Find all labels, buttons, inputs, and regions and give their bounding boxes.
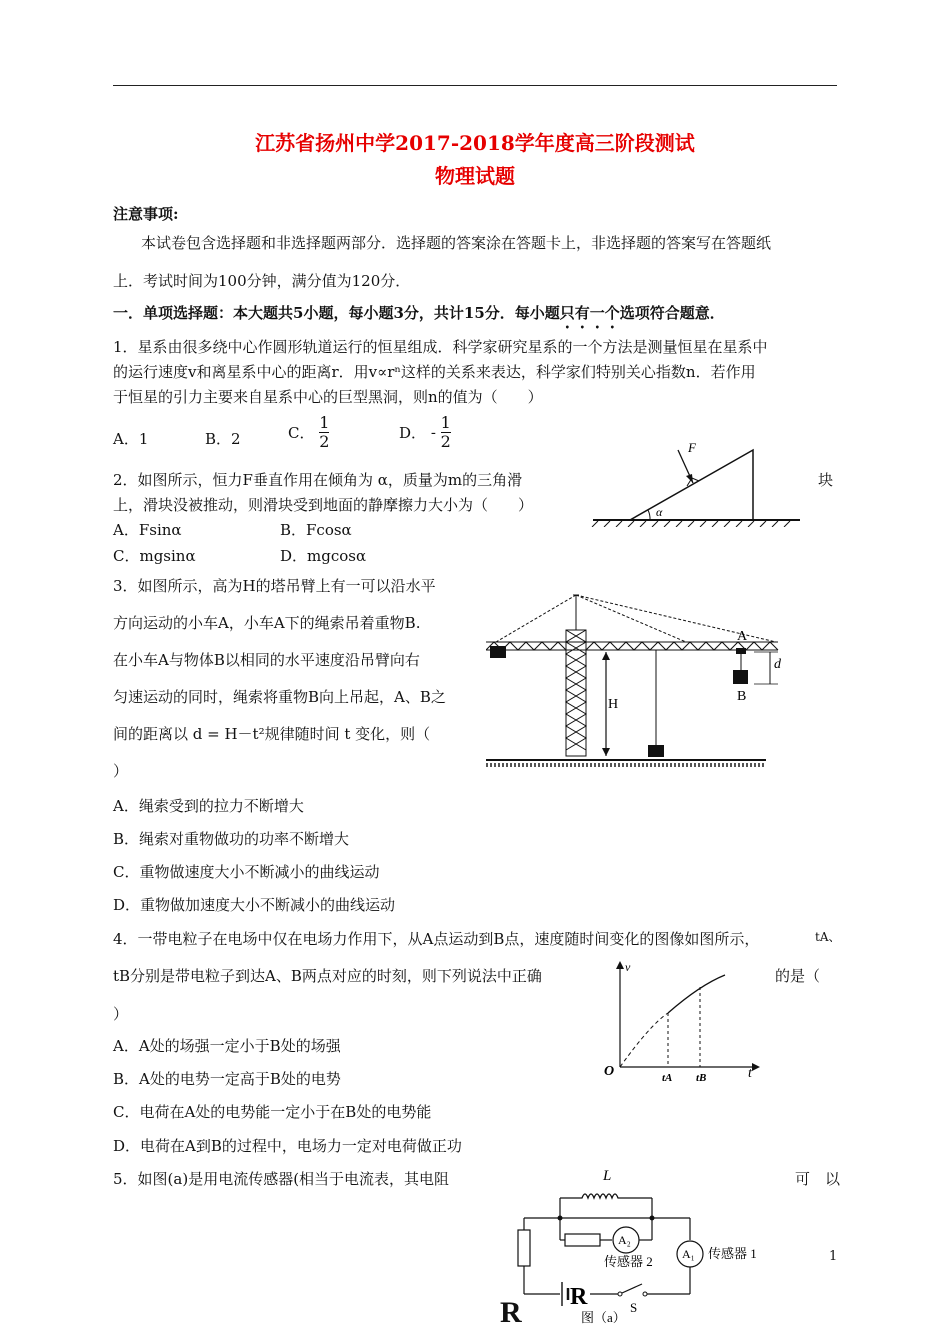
resistor-branch [565,1234,600,1246]
q4-line-1-end: tA、 [815,930,841,944]
q1-option-d-sign: - [430,423,436,442]
section-heading-emphasis: 只有一个 [559,304,620,322]
q3-option-d: D．重物做加速度大小不断减小的曲线运动 [113,896,396,914]
fraction-denominator: 2 [440,432,451,451]
q5-line-1-end: 可 以 [795,1170,841,1188]
inductor [560,1194,652,1198]
t-label: t [748,1066,752,1081]
switch-blade [622,1284,642,1293]
q1-option-c-label: C． [288,424,315,442]
sensor-1-label: 传感器 1 [708,1246,757,1261]
counterweight [490,646,506,658]
origin-label: O [604,1064,615,1079]
exam-title: 江苏省扬州中学2017-2018学年度高三阶段测试 [255,131,695,155]
switch-contact [643,1292,647,1296]
page-number: 1 [829,1249,838,1264]
ammeter-a2-label: A₂ [618,1233,631,1247]
v-label: v [625,960,631,974]
height-label: H [608,697,619,712]
weight-label: B [737,689,747,704]
q1-option-d [399,414,451,451]
q3-crane-figure [486,590,786,770]
ground-load [648,745,664,757]
q1-line-3: 于恒星的引力主要来自星系中心的巨型黑洞，则n的值为（ ） [113,388,543,406]
resistor-r [518,1230,530,1266]
q3-line-2: 方向运动的小车A，小车A下的绳索吊着重物B. [113,614,421,632]
q3-line-1: 3．如图所示，高为H的塔吊臂上有一可以沿水平 [113,577,436,595]
crane-tower [566,595,586,756]
distance-label: d [774,657,781,672]
q2-line-1: 2．如图所示，恒力F垂直作用在倾角为 α，质量为m的三角滑 [113,471,523,489]
force-label: F [688,440,696,455]
v-axis-arrow [616,961,624,969]
q3-line-5: 间的距离以 d = H－t²规律随时间 t 变化，则（ [113,725,431,743]
angle-label: α [656,505,663,519]
fraction-denominator: 2 [319,432,330,451]
q3-option-b: B．绳索对重物做功的功率不断增大 [113,830,350,848]
notice-heading: 注意事项: [113,205,179,223]
fraction-numerator: 1 [440,413,451,432]
crane-jib [486,595,778,650]
q1-option-a: A．1 [113,430,149,448]
q4-option-c: C．电荷在A处的电势能一定小于在B处的电势能 [113,1103,432,1121]
tb-label: tB [696,1072,707,1083]
q2-option-a: A．Fsinα [113,521,182,539]
q4-option-d: D．电荷在A到B的过程中，电场力一定对电荷做正功 [113,1137,462,1155]
height-arrowhead-bottom [602,748,610,756]
q1-option-c-fraction [319,414,329,451]
fraction-numerator: 1 [319,413,330,432]
q2-option-c: C．mgsinα [113,547,196,565]
triangle-block [630,450,753,520]
q2-option-d: D．mgcosα [280,547,367,565]
q1-option-b: B．2 [205,430,241,448]
q4-line-3: ） [113,1005,129,1023]
trolley-a [736,648,746,654]
q3-line-6: ） [113,762,129,780]
q1-option-d-label: D． [399,424,427,442]
height-arrowhead-top [602,652,610,660]
ground-hatch [592,521,790,527]
q4-option-b: B．A处的电势一定高于B处的电势 [113,1070,341,1088]
exam-subtitle: 物理试题 [435,164,515,188]
q4-line-1: 4．一带电粒子在电场中仅在电场力作用下，从A点运动到B点，速度随时间变化的图像如图所示， [113,930,760,948]
figure-caption: 图（a） [581,1310,626,1325]
ta-label: tA [662,1072,673,1083]
q4-line-2-end: 的是（ [775,967,821,985]
section-heading [113,302,725,332]
header-rule [113,85,837,86]
stray-r-glyph: R [500,1296,522,1329]
q5-line-1: 5．如图(a)是用电流传感器(相当于电流表，其电阻 [113,1170,450,1188]
trolley-label: A [737,629,748,644]
q3-line-4: 匀速运动的同时，绳索将重物B向上吊起，A、B之 [113,688,446,706]
notice-line-1: 本试卷包含选择题和非选择题两部分．选择题的答案涂在答题卡上，非选择题的答案写在答题纸 [141,234,772,252]
q1-line-1: 1．星系由很多绕中心作圆形轨道运行的恒星组成．科学家研究星系的一个方法是测量恒星在星系中 [113,338,768,356]
q3-option-c: C．重物做速度大小不断减小的曲线运动 [113,863,380,881]
q3-line-3: 在小车A与物体B以相同的水平速度沿吊臂向右 [113,651,420,669]
q5-circuit-figure [500,1160,800,1344]
q2-option-b: B．Fcosα [280,521,352,539]
switch-contact [618,1292,622,1296]
sensor-2-label: 传感器 2 [604,1254,653,1269]
t-axis-arrow [752,1063,760,1071]
q1-line-2: 的运行速度v和离星系中心的距离r．用v∝rⁿ这样的关系来表达，科学家们特别关心指数n．若作用 [113,363,756,381]
switch-label: S [630,1300,638,1315]
weight-b [733,670,748,684]
resistor-r-label: R [570,1284,588,1310]
q1-option-c [288,414,329,451]
curve-solid [668,975,725,1013]
q3-option-a: A．绳索受到的拉力不断增大 [113,797,304,815]
q4-vt-graph [600,955,765,1083]
section-heading-pre: 一．单项选择题：本大题共5小题，每小题3分，共计15分．每小题 [113,304,560,322]
inductor-label: L [603,1168,612,1184]
angle-arc [648,510,650,520]
ammeter-a1-label: A₁ [682,1247,695,1261]
q4-line-2: tB分别是带电粒子到达A、B两点对应的时刻，则下列说法中正确 [113,967,542,985]
q2-line-1-end: 块 [818,471,834,489]
q1-option-d-fraction [441,414,451,451]
q4-option-a: A．A处的场强一定小于B处的场强 [113,1037,341,1055]
q2-line-2: 上，滑块没被推动，则滑块受到地面的静摩擦力大小为（ ） [113,496,534,514]
curve-dashed [620,1013,668,1067]
section-heading-post: 选项符合题意． [619,304,725,322]
notice-line-2: 上．考试时间为100分钟，满分值为120分． [113,272,411,290]
q2-incline-figure [588,432,803,527]
